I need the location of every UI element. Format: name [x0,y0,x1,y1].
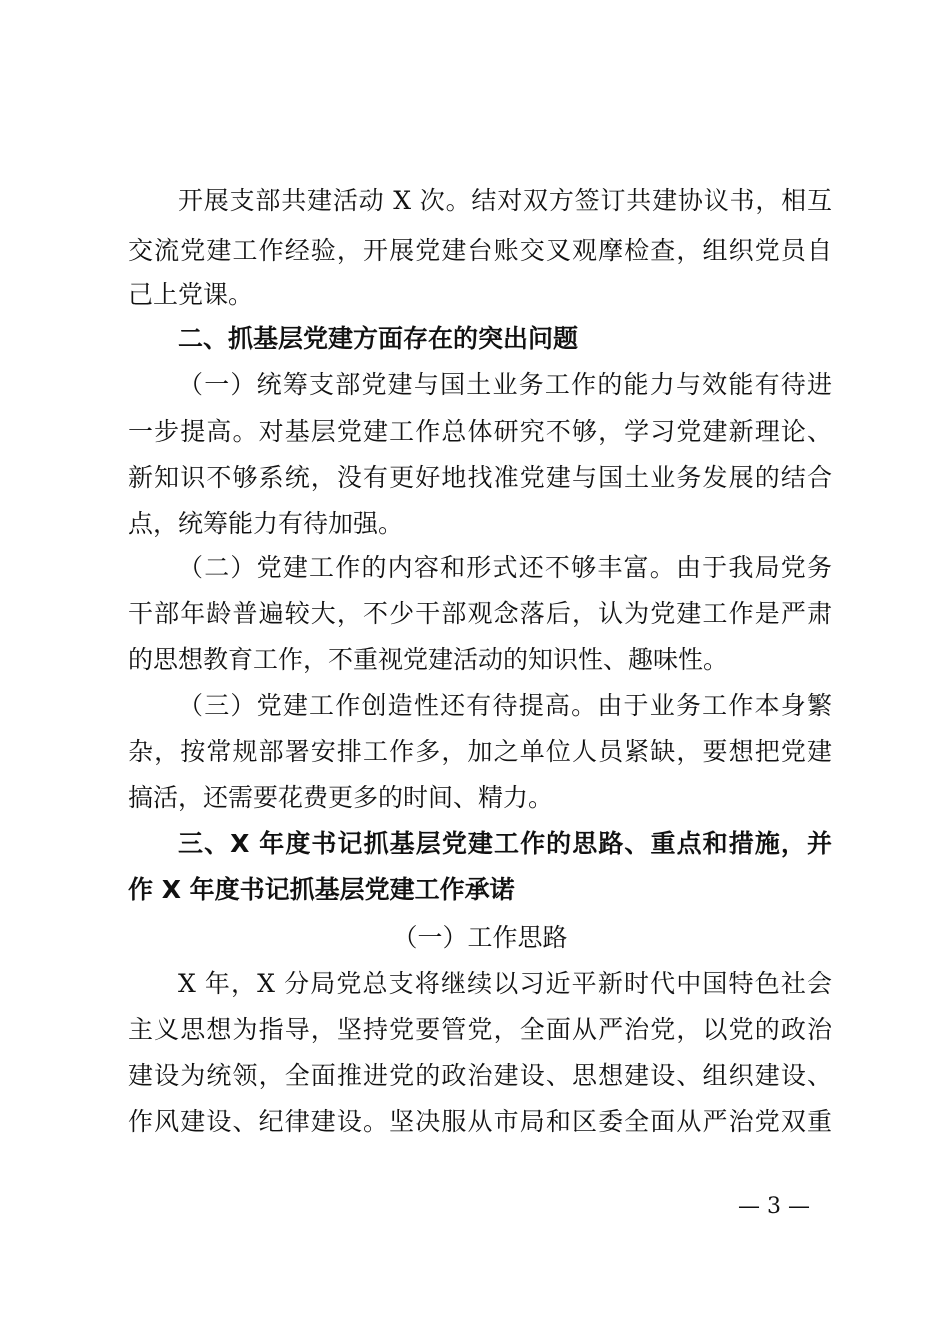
subsection-title: （一）工作思路 [392,923,568,952]
text-line: 开展支部共建活动 X 次。结对双方签订共建协议书，相互 [178,186,832,215]
text-line: X 年，X 分局党总支将继续以习近平新时代中国特色社会 [178,969,832,998]
text-line: （三）党建工作创造性还有待提高。由于业务工作本身繁 [178,691,832,720]
text-line: 杂，按常规部署安排工作多，加之单位人员紧缺，要想把党建 [128,737,832,766]
text-line: 搞活，还需要花费更多的时间、精力。 [128,783,554,812]
text-line: 干部年龄普遍较大，不少干部观念落后，认为党建工作是严肃 [128,599,832,628]
text-line: 建设为统领，全面推进党的政治建设、思想建设、组织建设、 [128,1061,832,1090]
text-line: 点，统筹能力有待加强。 [128,509,404,538]
text-line: （二）党建工作的内容和形式还不够丰富。由于我局党务 [178,553,832,582]
text-line: 作风建设、纪律建设。坚决服从市局和区委全面从严治党双重 [128,1107,832,1136]
page-number: — 3 — [738,1194,810,1219]
section-heading: 三、X 年度书记抓基层党建工作的思路、重点和措施，并 [178,829,832,858]
section-heading: 二、抓基层党建方面存在的突出问题 [178,324,579,353]
text-line: 的思想教育工作，不重视党建活动的知识性、趣味性。 [128,645,729,674]
text-line: 一步提高。对基层党建工作总体研究不够，学习党建新理论、 [128,417,832,446]
text-line: 新知识不够系统，没有更好地找准党建与国土业务发展的结合 [128,463,832,492]
text-line: 己上党课。 [128,280,254,309]
text-line: 主义思想为指导，坚持党要管党，全面从严治党，以党的政治 [128,1015,832,1044]
section-heading: 作 X 年度书记抓基层党建工作承诺 [128,875,515,904]
text-line: 交流党建工作经验，开展党建台账交叉观摩检查，组织党员自 [128,236,832,265]
text-line: （一）统筹支部党建与国土业务工作的能力与效能有待进 [178,370,832,399]
